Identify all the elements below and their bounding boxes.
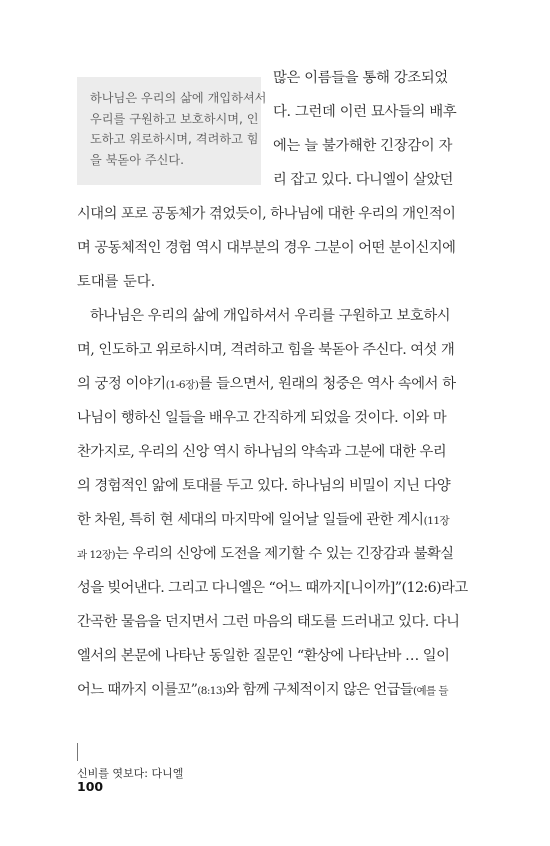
pull-quote-line: 하나님은 우리의 삶에 개입하셔서 — [90, 91, 267, 105]
body-line: 간곡한 물음을 던지면서 그런 마음의 태도를 드러내고 있다. 다니 — [77, 614, 460, 630]
body-line: 토대를 둔다. — [77, 274, 156, 290]
body-line — [77, 374, 456, 395]
body-line — [77, 680, 448, 701]
text-run: 를 들으면서, 원래의 청중은 역사 속에서 하 — [198, 376, 456, 392]
body-line: 에는 늘 불가해한 긴장감이 자 — [273, 138, 453, 154]
body-line — [77, 510, 449, 531]
body-line: 나님이 행하신 일들을 배우고 간직하게 되었을 것이다. 이와 마 — [77, 410, 447, 426]
text-run: 한 차원, 특히 현 세대의 마지막에 일어날 일들에 관한 계시 — [77, 512, 424, 528]
chapter-reference: (11장 — [423, 515, 450, 527]
body-line: 시대의 포로 공동체가 겪었듯이, 하나님에 대한 우리의 개인적이 — [77, 206, 456, 222]
body-line: 며 공동체적인 경험 역시 대부분의 경우 그분이 어떤 분이신지에 — [77, 240, 456, 256]
pull-quote-line: 을 북돋아 주신다. — [90, 152, 185, 167]
body-line: 리 잡고 있다. 다니엘이 살았던 — [273, 172, 453, 188]
chapter-reference: 과 12장) — [77, 549, 116, 561]
verse-reference: (8:13) — [197, 685, 226, 697]
body-line: 많은 이름들을 통해 강조되었 — [273, 70, 448, 86]
chapter-reference: (1-6장) — [165, 379, 199, 391]
body-line: 며, 인도하고 위로하시며, 격려하고 힘을 북돋아 주신다. 여섯 개 — [77, 342, 455, 358]
text-run: 의 궁정 이야기 — [77, 376, 166, 392]
body-line: 찬가지로, 우리의 신앙 역시 하나님의 약속과 그분에 대한 우리 — [77, 444, 447, 460]
body-line: 의 경험적인 앎에 토대를 두고 있다. 하나님의 비밀이 지닌 다양 — [77, 478, 451, 494]
body-line: 성을 빚어낸다. 그리고 다니엘은 “어느 때까지[니이까]”(12:6)라고 — [77, 580, 468, 596]
text-run: 어느 때까지 이를꼬” — [77, 682, 198, 698]
body-line: 다. 그런데 이런 묘사들의 배후 — [273, 104, 457, 120]
pull-quote-box — [77, 77, 267, 185]
body-line: 하나님은 우리의 삶에 개입하셔서 우리를 구원하고 보호하시 — [90, 308, 451, 324]
text-run: 는 우리의 신앙에 도전을 제기할 수 있는 긴장감과 불확실 — [115, 546, 454, 562]
body-line — [77, 544, 454, 565]
parenthetical-note: (예를 들 — [413, 685, 448, 697]
body-line: 엘서의 본문에 나타난 동일한 질문인 “환상에 나타난바 … 일이 — [77, 648, 450, 664]
running-title: 신비를 엿보다: 다니엘 — [77, 767, 184, 780]
pull-quote-line: 도하고 위로하시며, 격려하고 힘 — [90, 132, 259, 146]
page-number: 100 — [77, 779, 104, 794]
footer-divider — [77, 743, 78, 761]
text-run: 와 함께 구체적이지 않은 언급들 — [225, 682, 413, 698]
pull-quote-line: 우리를 구원하고 보호하시며, 인 — [90, 111, 259, 126]
